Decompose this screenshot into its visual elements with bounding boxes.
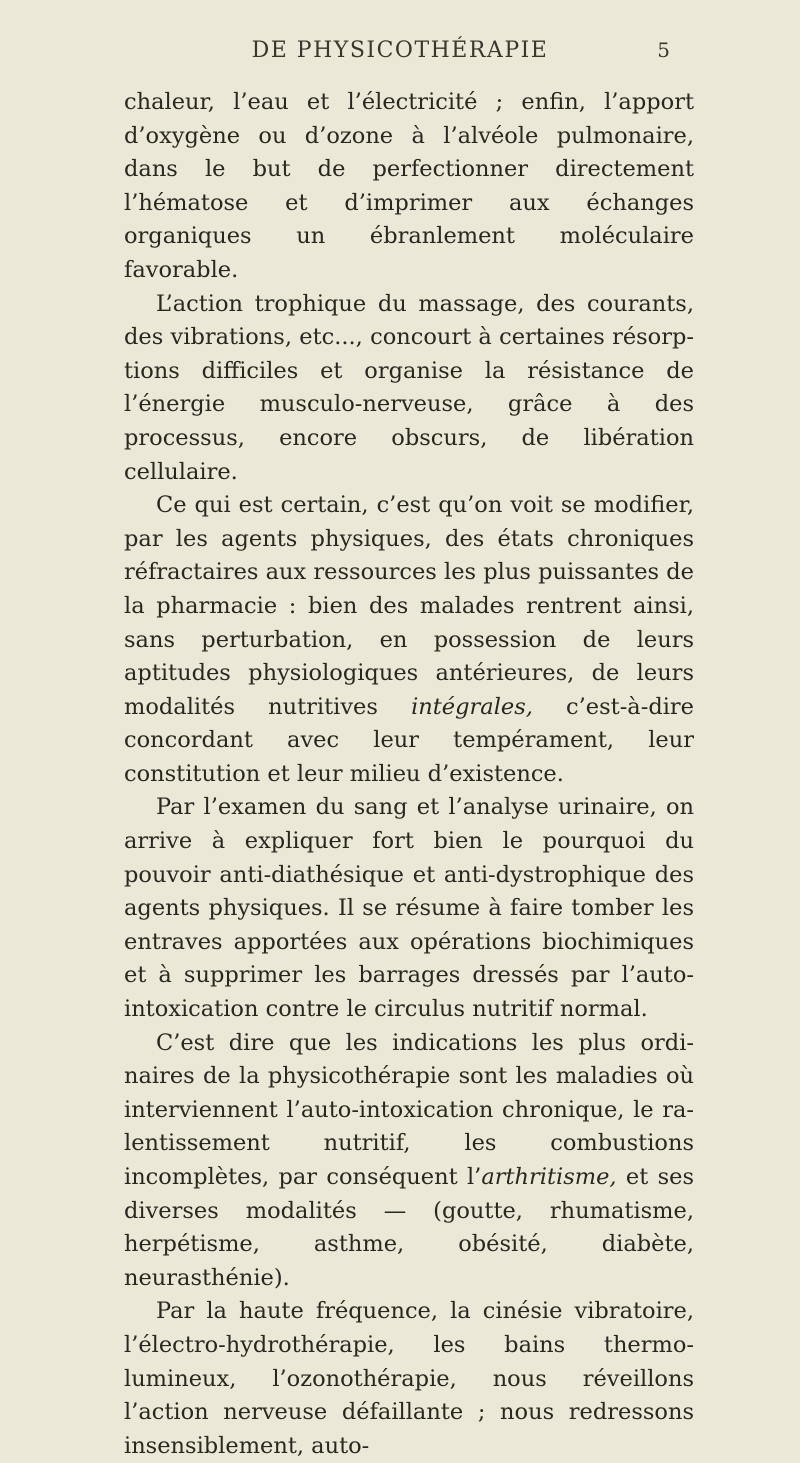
paragraph-3-text-before: Ce qui est certain, c’est qu’on voit se modifier, par les agents physiques, des états chroniques réfractaires aux ressources les plus puissantes de la pharmacie : bien des malades rentrent ainsi, sans perturbation, en possession de leurs aptitudes physiologiques antérieures, de leurs modalités nutritives <box>124 492 694 720</box>
paragraph-3 <box>124 489 694 791</box>
paragraph-3-text-after: c’est-à-dire concordant avec leur tempérament, leur constitution et leur milieu d’existence. <box>124 693 694 787</box>
running-title: DE PHYSICOTHÉRAPIE <box>251 38 549 63</box>
paragraph-2: L’action trophique du massage, des courants, des vibrations, etc..., concourt à certaines résorptions difficiles et organise la résistance de l’énergie musculo-nerveuse, grâce à des processus, encore obscurs, de libération cellulaire. <box>124 290 694 485</box>
body-text <box>124 86 694 1463</box>
paragraph-1: chaleur, l’eau et l’électricité ; enfin, l’apport d’oxygène ou d’ozone à l’alvéole pulmonaire, dans le but de perfectionner directement l’hématose et d’imprimer aux échanges organiques un ébranlement moléculaire favorable. <box>124 89 694 283</box>
running-head <box>0 38 800 68</box>
page-number: 5 <box>657 38 670 62</box>
italic-term-arthritisme: arthritisme, <box>481 1164 617 1190</box>
paragraph-4: Par l’examen du sang et l’analyse urinaire, on arrive à expliquer fort bien le pourquoi du pouvoir anti-diathésique et anti-dystrophique des agents physiques. Il se résume à faire tomber les entraves apportées aux opérations biochimiques et à supprimer les barrages dressés par l’auto-intoxication contre le circulus nutritif normal. <box>124 794 694 1023</box>
paragraph-5-text-before: C’est dire que les indications les plus ordinaires de la physicothérapie sont les maladies où interviennent l’auto-intoxication chronique, le ralentissement nutritif, les combustions incomplètes, par conséquent l’ <box>124 1029 694 1190</box>
paragraph-5-text-after: et ses diverses modalités — (goutte, rhumatisme, herpétisme, asthme, obésité, diabète, neurasthénie). <box>124 1164 694 1291</box>
italic-term-integrales: intégrales, <box>411 693 533 720</box>
paragraph-5 <box>124 1027 694 1296</box>
paragraph-6: Par la haute fréquence, la cinésie vibratoire, l’électro-hydrothérapie, les bains thermo-lumineux, l’ozonothérapie, nous réveillons l’action nerveuse défaillante ; nous redressons insensiblement, auto- <box>124 1298 694 1459</box>
